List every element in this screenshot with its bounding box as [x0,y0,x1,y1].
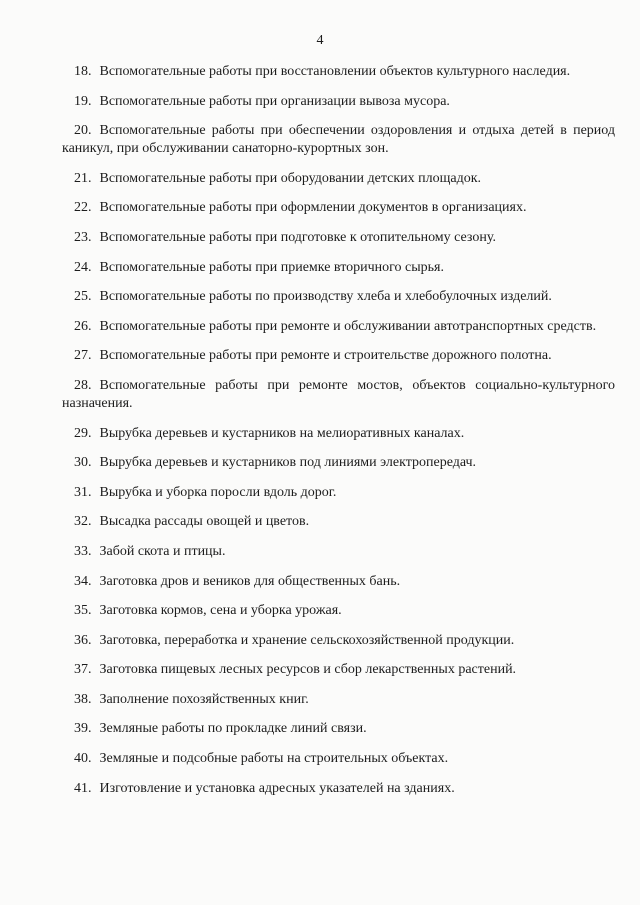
list-item [62,170,615,188]
item-text: Вспомогательные работы при ремонте и обслуживании автотранспортных средств. [99,318,597,334]
page-number: 4 [316,33,324,48]
item-text: Земляные работы по прокладке линий связи. [99,721,367,737]
item-number: 37. [74,662,92,678]
item-number: 32. [74,514,92,530]
item-number: 31. [74,484,92,500]
item-text: Изготовление и установка адресных указателей на зданиях. [99,780,455,796]
item-text: Забой скота и птицы. [99,543,226,559]
list-item [62,750,615,768]
item-text: Вспомогательные работы при оформлении документов в организациях. [99,200,527,216]
item-text: Заполнение похозяйственных книг. [99,691,309,707]
item-text: Вспомогательные работы при восстановлении объектов культурного наследия. [99,64,571,79]
item-text: Вспомогательные работы при организации вывоза мусора. [99,93,450,109]
item-text: Вспомогательные работы при подготовке к отопительному сезону. [99,229,496,245]
list-item [62,229,615,247]
item-number: 35. [74,603,92,619]
item-number: 36. [74,632,92,648]
item-text: Заготовка, переработка и хранение сельскохозяйственной продукции. [99,632,515,648]
item-number: 30. [74,455,92,471]
list-item [62,347,615,365]
item-number: 26. [74,318,92,334]
item-text: Высадка рассады овощей и цветов. [99,514,310,530]
item-text: Земляные и подсобные работы на строительных объектах. [99,751,449,767]
item-number: 25. [74,289,92,305]
list-item [62,602,615,620]
item-number: 20. [74,123,92,139]
item-number: 38. [74,691,92,707]
list-item [62,691,615,709]
list-item [62,454,615,472]
item-number: 34. [74,573,92,589]
item-number: 21. [74,170,92,186]
list-item [62,318,615,336]
item-number: 24. [74,259,92,275]
item-number: 18. [74,64,92,79]
item-text: Заготовка пищевых лесных ресурсов и сбор лекарственных растений. [99,662,517,678]
list-item [62,122,615,158]
list-item [62,543,615,561]
item-number: 41. [74,780,92,796]
item-text: Вспомогательные работы при ремонте мостов, объектов социально-культурного назначения. [62,377,615,411]
item-number: 40. [74,751,92,767]
item-number: 19. [74,93,92,109]
list-item [62,425,615,443]
list-item [62,63,615,81]
list-item [62,573,615,591]
item-number: 39. [74,721,92,737]
list-item [62,377,615,413]
item-text: Вспомогательные работы при приемке вторичного сырья. [99,259,444,275]
item-text: Вспомогательные работы при обеспечении оздоровления и отдыха детей в период каникул, при обслуживании санаторно-курортных зон. [62,123,615,157]
item-text: Вырубка и уборка поросли вдоль дорог. [99,484,337,500]
item-text: Заготовка кормов, сена и уборка урожая. [99,603,342,619]
item-text: Заготовка дров и веников для общественных бань. [99,573,401,589]
list-item [62,288,615,306]
item-number: 27. [74,348,92,364]
item-number: 33. [74,543,92,559]
list-item [62,484,615,502]
list-item [62,632,615,650]
item-text: Вспомогательные работы при ремонте и строительстве дорожного полотна. [99,348,552,364]
item-text: Вспомогательные работы по производству хлеба и хлебобулочных изделий. [99,289,552,305]
work-list [62,63,615,809]
item-text: Вырубка деревьев и кустарников под линиями электропередач. [99,455,477,471]
list-item [62,780,615,798]
item-number: 22. [74,200,92,216]
list-item [62,93,615,111]
item-number: 23. [74,229,92,245]
list-item [62,259,615,277]
list-item [62,720,615,738]
list-item [62,661,615,679]
item-number: 28. [74,377,92,393]
item-text: Вырубка деревьев и кустарников на мелиоративных каналах. [99,425,465,441]
list-item [62,513,615,531]
item-text: Вспомогательные работы при оборудовании детских площадок. [99,170,482,186]
list-item [62,199,615,217]
item-number: 29. [74,425,92,441]
